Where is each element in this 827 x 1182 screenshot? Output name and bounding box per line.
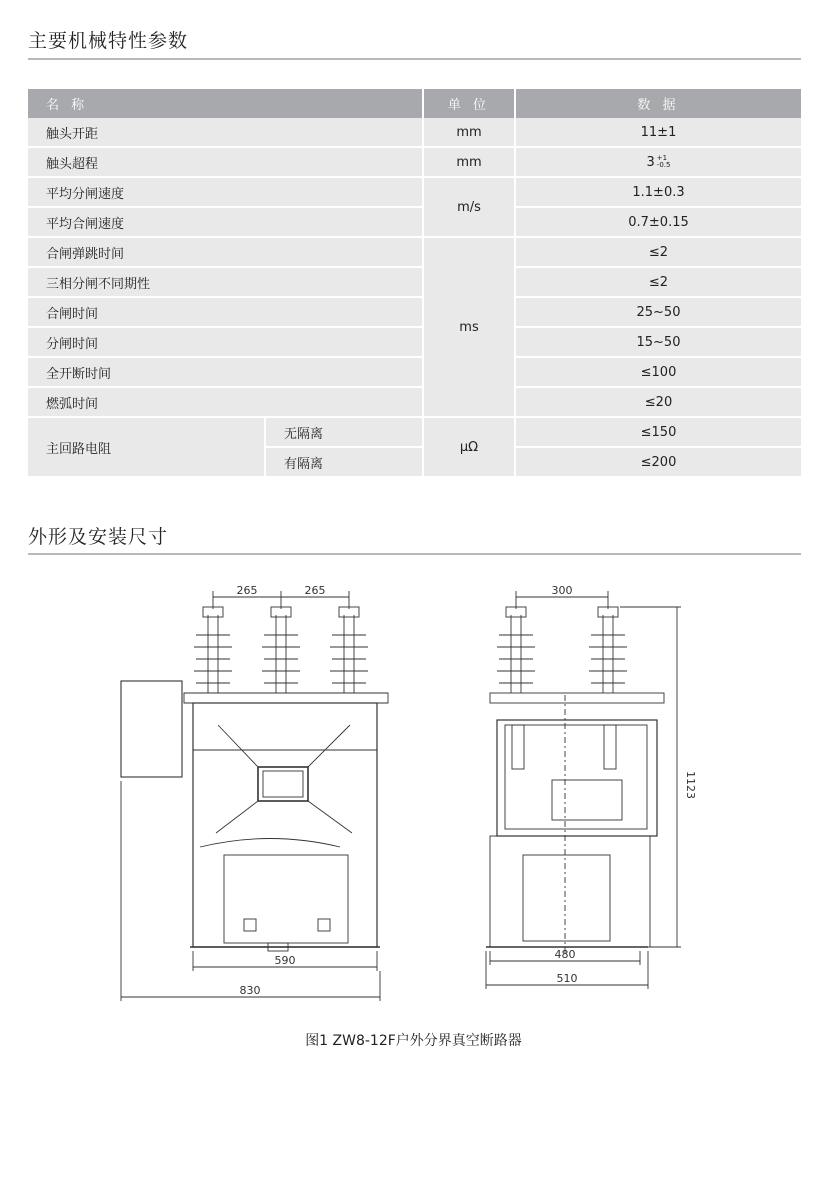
insulator (330, 607, 368, 693)
row-name: 合闸弹跳时间 (28, 238, 424, 268)
row-subname: 有隔离 (266, 448, 424, 478)
section-rule (28, 58, 801, 60)
table-row (28, 178, 801, 208)
table-row (28, 118, 801, 148)
row-value: 15~50 (516, 328, 801, 358)
row-name: 平均合闸速度 (28, 208, 424, 238)
row-name: 燃弧时间 (28, 388, 424, 418)
row-name: 分闸时间 (28, 328, 424, 358)
row-value: ≤100 (516, 358, 801, 388)
row-unit: mm (424, 118, 516, 148)
row-name: 三相分闸不同期性 (28, 268, 424, 298)
row-value: 25~50 (516, 298, 801, 328)
side-view (486, 591, 681, 989)
section-rule (28, 553, 801, 555)
header-value: 数 据 (516, 89, 801, 118)
row-value: ≤150 (516, 418, 801, 448)
row-value: ≤2 (516, 238, 801, 268)
table-row (28, 418, 801, 448)
value-main: 3 (646, 154, 655, 170)
dimension-label: 1123 (684, 771, 697, 799)
section-title-params: 主要机械特性参数 (28, 30, 189, 52)
row-value: ≤20 (516, 388, 801, 418)
row-value: ≤200 (516, 448, 801, 478)
table-row (28, 148, 801, 178)
dimension-label: 590 (274, 954, 296, 967)
header-unit: 单 位 (424, 89, 516, 118)
row-value (516, 148, 801, 178)
table-row (28, 208, 801, 238)
row-unit: ms (424, 238, 516, 418)
front-view (121, 591, 388, 1001)
insulator (262, 607, 300, 693)
header-name: 名 称 (28, 89, 424, 118)
row-value: 0.7±0.15 (516, 208, 801, 238)
row-name: 平均分闸速度 (28, 178, 424, 208)
row-name: 主回路电阻 (28, 418, 266, 478)
dimension-drawing (100, 575, 700, 1015)
dimension-label: 265 (236, 584, 258, 597)
row-name: 全开断时间 (28, 358, 424, 388)
table-row (28, 298, 801, 328)
dimension-label: 480 (554, 948, 576, 961)
row-name: 合闸时间 (28, 298, 424, 328)
figure-caption: 图1 ZW8-12F户外分界真空断路器 (305, 1033, 522, 1049)
table-row (28, 268, 801, 298)
table-header-row (28, 89, 801, 118)
insulator (497, 607, 535, 693)
tolerance-upper: +1 (656, 154, 668, 162)
row-name: 触头开距 (28, 118, 424, 148)
dimension-label: 830 (239, 984, 261, 997)
row-subname: 无隔离 (266, 418, 424, 448)
table-row (28, 358, 801, 388)
row-unit: m/s (424, 178, 516, 238)
row-unit: μΩ (424, 418, 516, 478)
row-unit: mm (424, 148, 516, 178)
section-title-dimensions: 外形及安装尺寸 (28, 526, 169, 548)
row-value: ≤2 (516, 268, 801, 298)
table-row (28, 328, 801, 358)
row-value: 1.1±0.3 (516, 178, 801, 208)
row-name: 触头超程 (28, 148, 424, 178)
tolerance-lower: -0.5 (656, 161, 671, 169)
dimension-label: 300 (551, 584, 573, 597)
row-value: 11±1 (516, 118, 801, 148)
insulator (589, 607, 627, 693)
dimension-label: 510 (556, 972, 578, 985)
table-row (28, 238, 801, 268)
dimension-label: 265 (304, 584, 326, 597)
insulator (194, 607, 232, 693)
parameters-table (28, 89, 801, 478)
table-row (28, 388, 801, 418)
